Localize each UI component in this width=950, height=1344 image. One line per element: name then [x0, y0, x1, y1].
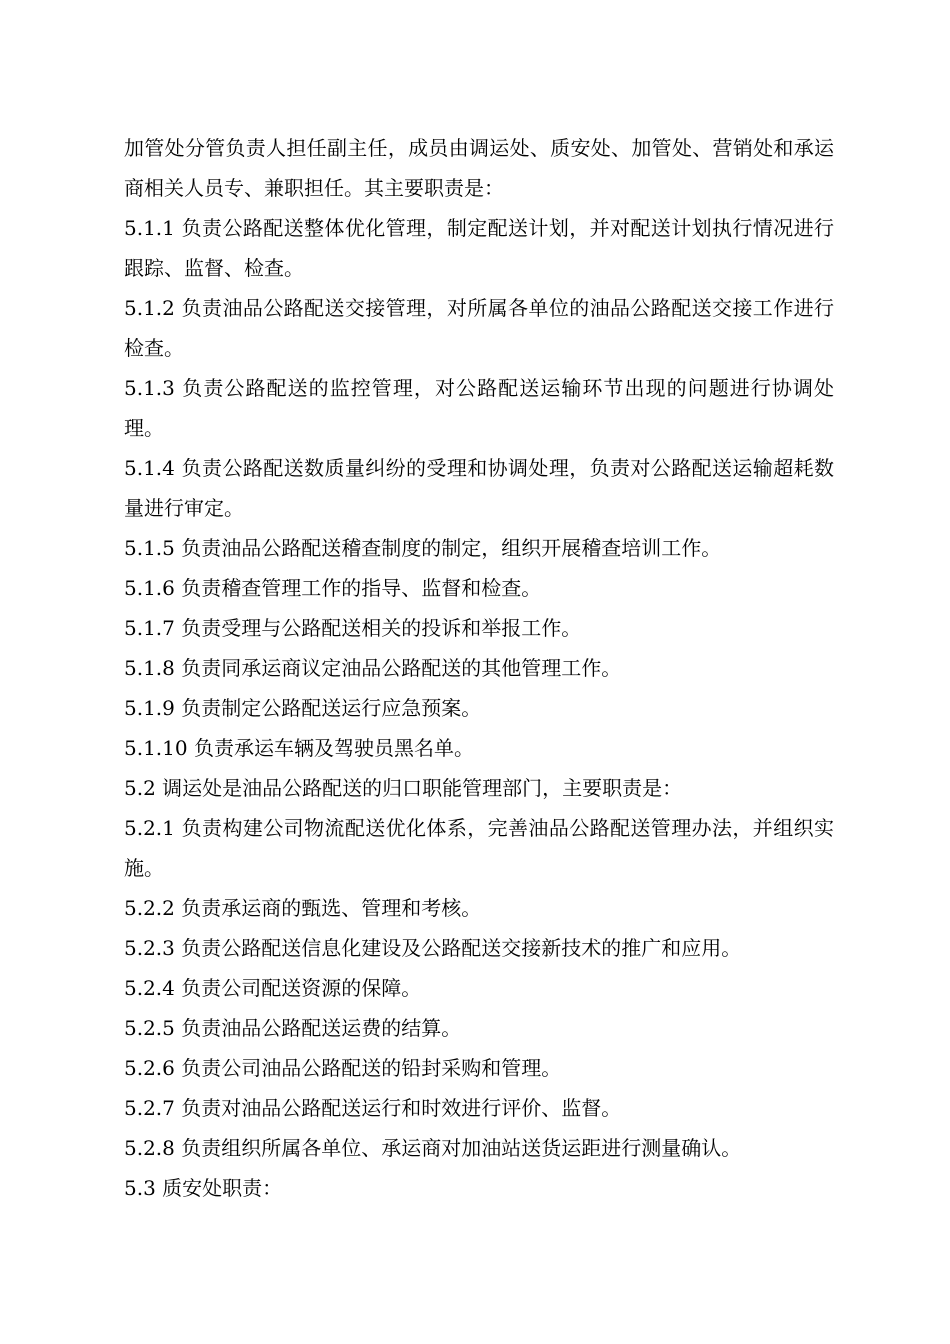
paragraph-5-2-1: 5.2.1 负责构建公司物流配送优化体系，完善油品公路配送管理办法，并组织实施。: [124, 816, 834, 880]
document-body: [124, 128, 834, 1208]
paragraph-5-1-9: 5.1.9 负责制定公路配送运行应急预案。: [124, 696, 482, 720]
paragraph-5-2-8: 5.2.8 负责组织所属各单位、承运商对加油站送货运距进行测量确认。: [124, 1136, 742, 1160]
paragraph-5-1-7: 5.1.7 负责受理与公路配送相关的投诉和举报工作。: [124, 616, 582, 640]
paragraph-5-1-1: 5.1.1 负责公路配送整体优化管理，制定配送计划，并对配送计划执行情况进行跟踪、监督、检查。: [124, 216, 834, 280]
paragraph-intro: 加管处分管负责人担任副主任，成员由调运处、质安处、加管处、营销处和承运商相关人员专、兼职担任。其主要职责是：: [124, 136, 834, 200]
paragraph-5-2-4: 5.2.4 负责公司配送资源的保障。: [124, 976, 422, 1000]
paragraph-5-3: 5.3 质安处职责：: [124, 1176, 283, 1200]
paragraph-5-2-7: 5.2.7 负责对油品公路配送运行和时效进行评价、监督。: [124, 1096, 622, 1120]
paragraph-5-1-5: 5.1.5 负责油品公路配送稽查制度的制定，组织开展稽查培训工作。: [124, 536, 722, 560]
paragraph-5-2: 5.2 调运处是油品公路配送的归口职能管理部门，主要职责是：: [124, 776, 683, 800]
paragraph-5-2-3: 5.2.3 负责公路配送信息化建设及公路配送交接新技术的推广和应用。: [124, 936, 742, 960]
paragraph-5-1-4: 5.1.4 负责公路配送数质量纠纷的受理和协调处理，负责对公路配送运输超耗数量进行审定。: [124, 456, 834, 520]
paragraph-5-1-2: 5.1.2 负责油品公路配送交接管理，对所属各单位的油品公路配送交接工作进行检查。: [124, 296, 834, 360]
paragraph-5-1-10: 5.1.10 负责承运车辆及驾驶员黑名单。: [124, 736, 474, 760]
paragraph-5-1-3: 5.1.3 负责公路配送的监控管理，对公路配送运输环节出现的问题进行协调处理。: [124, 376, 834, 440]
paragraph-5-1-6: 5.1.6 负责稽查管理工作的指导、监督和检查。: [124, 576, 542, 600]
paragraph-5-2-5: 5.2.5 负责油品公路配送运费的结算。: [124, 1016, 462, 1040]
paragraph-5-2-6: 5.2.6 负责公司油品公路配送的铅封采购和管理。: [124, 1056, 562, 1080]
paragraph-5-1-8: 5.1.8 负责同承运商议定油品公路配送的其他管理工作。: [124, 656, 622, 680]
paragraph-5-2-2: 5.2.2 负责承运商的甄选、管理和考核。: [124, 896, 482, 920]
